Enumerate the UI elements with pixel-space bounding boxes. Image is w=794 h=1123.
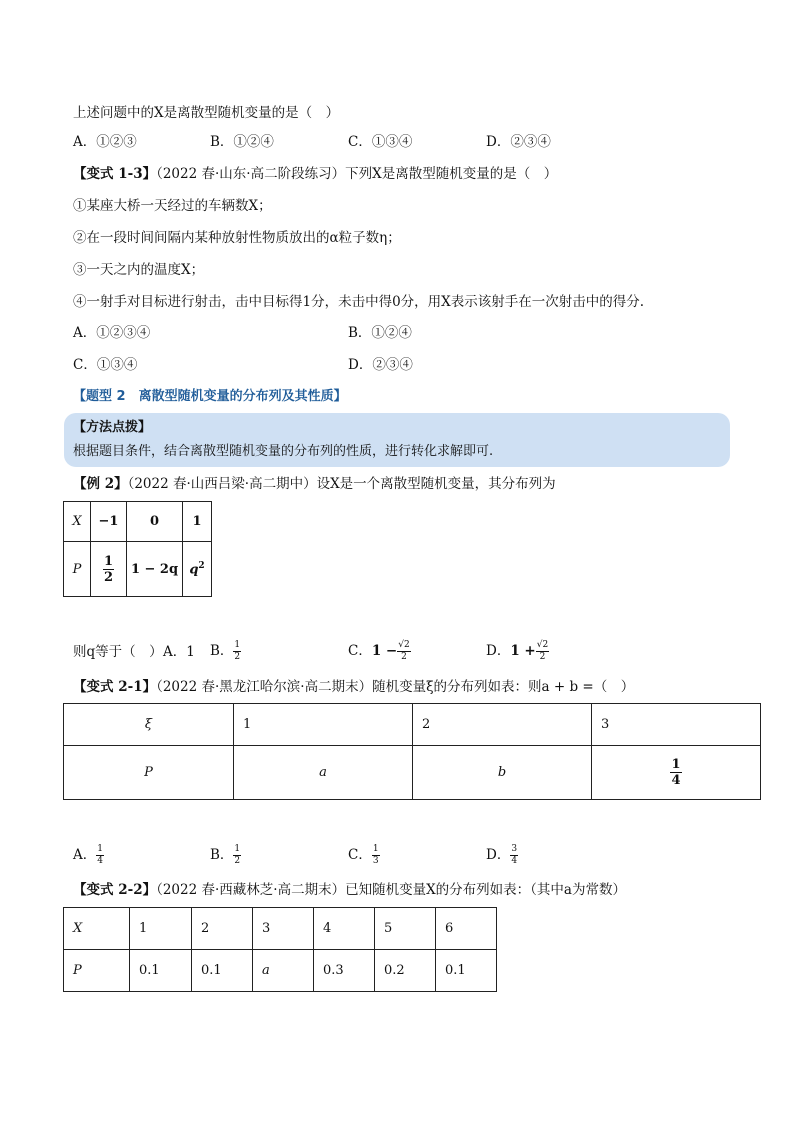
q1-option-a: A．①②③ [73, 134, 137, 150]
variant-1-3-item-4: ④一射手对目标进行射击，击中目标得1分，未击中得0分，用X表示该射手在一次射击中的得分. [73, 294, 645, 310]
table-row-label: P [64, 542, 91, 597]
variant-1-3-item-1: ①某座大桥一天经过的车辆数X； [73, 198, 272, 214]
variant-1-3-item-3: ③一天之内的温度X； [73, 262, 205, 278]
table-cell: a [253, 950, 314, 992]
table-header-cell: X [64, 908, 130, 950]
table-header-cell: 1 [183, 502, 212, 542]
variant-1-3-item-2: ②在一段时间间隔内某种放射性物质放出的α粒子数η； [73, 230, 401, 246]
variant-1-3-option-b: B．①②④ [348, 325, 412, 341]
table-cell: 0.1 [192, 950, 253, 992]
variant-2-1-option-c: C． $\frac{1}{3}$ [348, 844, 379, 866]
variant-2-1-option-d: D． $\frac{3}{4}$ [486, 844, 518, 866]
table-header-cell: X [64, 502, 91, 542]
table-header-cell: ξ [64, 704, 234, 746]
table-row-label: P [64, 746, 234, 800]
table-header-cell: 6 [436, 908, 497, 950]
variant-2-1-tag: 【变式 2-1】 [73, 679, 157, 695]
example-2-distribution-table [63, 501, 212, 597]
variant-2-2-line [73, 881, 626, 899]
fraction-quarter: $\frac{1}{4}$ [671, 757, 681, 788]
method-tip-title: 【方法点拨】 [73, 420, 152, 435]
table-row-label: P [64, 950, 130, 992]
q1-option-b: B．①②④ [210, 134, 274, 150]
example-2-question: 则q等于（ ） [73, 644, 163, 660]
variant-1-3-option-a: A．①②③④ [73, 325, 151, 341]
table-header-cell: 1 [130, 908, 192, 950]
variant-2-2-distribution-table [63, 907, 497, 992]
variant-2-2-tag: 【变式 2-2】 [73, 882, 157, 898]
variant-1-3-option-d: D．②③④ [348, 357, 413, 373]
q1-stem: 上述问题中的X是离散型随机变量的是（ ） [73, 105, 340, 121]
table-header-cell: 4 [314, 908, 375, 950]
variant-2-1-text: （2022 春·黑龙江哈尔滨·高二期末）随机变量ξ的分布列如表：则a + b =（ ） [156, 679, 635, 695]
variant-1-3-line [73, 165, 557, 183]
example-2-option-c: C．1 − $\frac{√2}{2}$ [348, 640, 410, 662]
variant-2-1-distribution-table [63, 703, 761, 800]
q1-option-d: D．②③④ [486, 134, 551, 150]
variant-1-3-stem: 下列X是离散型随机变量的是（ ） [345, 166, 558, 182]
variant-1-3-option-c: C．①③④ [73, 357, 138, 373]
type-2-heading: 【题型 2 离散型随机变量的分布列及其性质】 [73, 389, 347, 404]
table-header-cell: 2 [413, 704, 592, 746]
table-header-cell: −1 [91, 502, 127, 542]
table-header-cell: 0 [127, 502, 183, 542]
table-cell: $q^2$ [183, 542, 212, 597]
example-2-option-d: D．1 + $\frac{√2}{2}$ [486, 640, 549, 662]
variant-2-1-line [73, 678, 634, 696]
q1-option-c: C．①③④ [348, 134, 413, 150]
table-cell [91, 542, 127, 597]
table-cell: 0.3 [314, 950, 375, 992]
example-2-text: （2022 春·山西吕梁·高二期中）设X是一个离散型随机变量，其分布列为 [127, 476, 556, 492]
table-cell: 1 − 2q [127, 542, 183, 597]
table-header-cell: 2 [192, 908, 253, 950]
table-header-cell: 3 [253, 908, 314, 950]
fraction-half: $\frac{1}{2}$ [103, 553, 114, 585]
table-cell: 0.2 [375, 950, 436, 992]
table-cell [592, 746, 761, 800]
example-2-line [73, 475, 556, 493]
table-cell: a [234, 746, 413, 800]
variant-1-3-source: （2022 春·山东·高二阶段练习） [156, 166, 346, 182]
variant-2-1-option-a: A． $\frac{1}{4}$ [73, 844, 103, 866]
variant-2-2-text: （2022 春·西藏林芝·高二期末）已知随机变量X的分布列如表：（其中a为常数） [156, 882, 626, 898]
table-header-cell: 3 [592, 704, 761, 746]
table-cell: 0.1 [130, 950, 192, 992]
example-2-option-b: B． $\frac{1}{2}$ [210, 640, 241, 662]
table-cell: b [413, 746, 592, 800]
table-header-cell: 5 [375, 908, 436, 950]
table-header-cell: 1 [234, 704, 413, 746]
example-2-option-a: A．1 [163, 644, 195, 660]
example-2-tag: 【例 2】 [73, 476, 128, 492]
method-tip-body: 根据题目条件，结合离散型随机变量的分布列的性质，进行转化求解即可. [73, 444, 494, 459]
variant-1-3-tag: 【变式 1-3】 [73, 166, 157, 182]
variant-2-1-option-b: B． $\frac{1}{2}$ [210, 844, 241, 866]
table-cell: 0.1 [436, 950, 497, 992]
